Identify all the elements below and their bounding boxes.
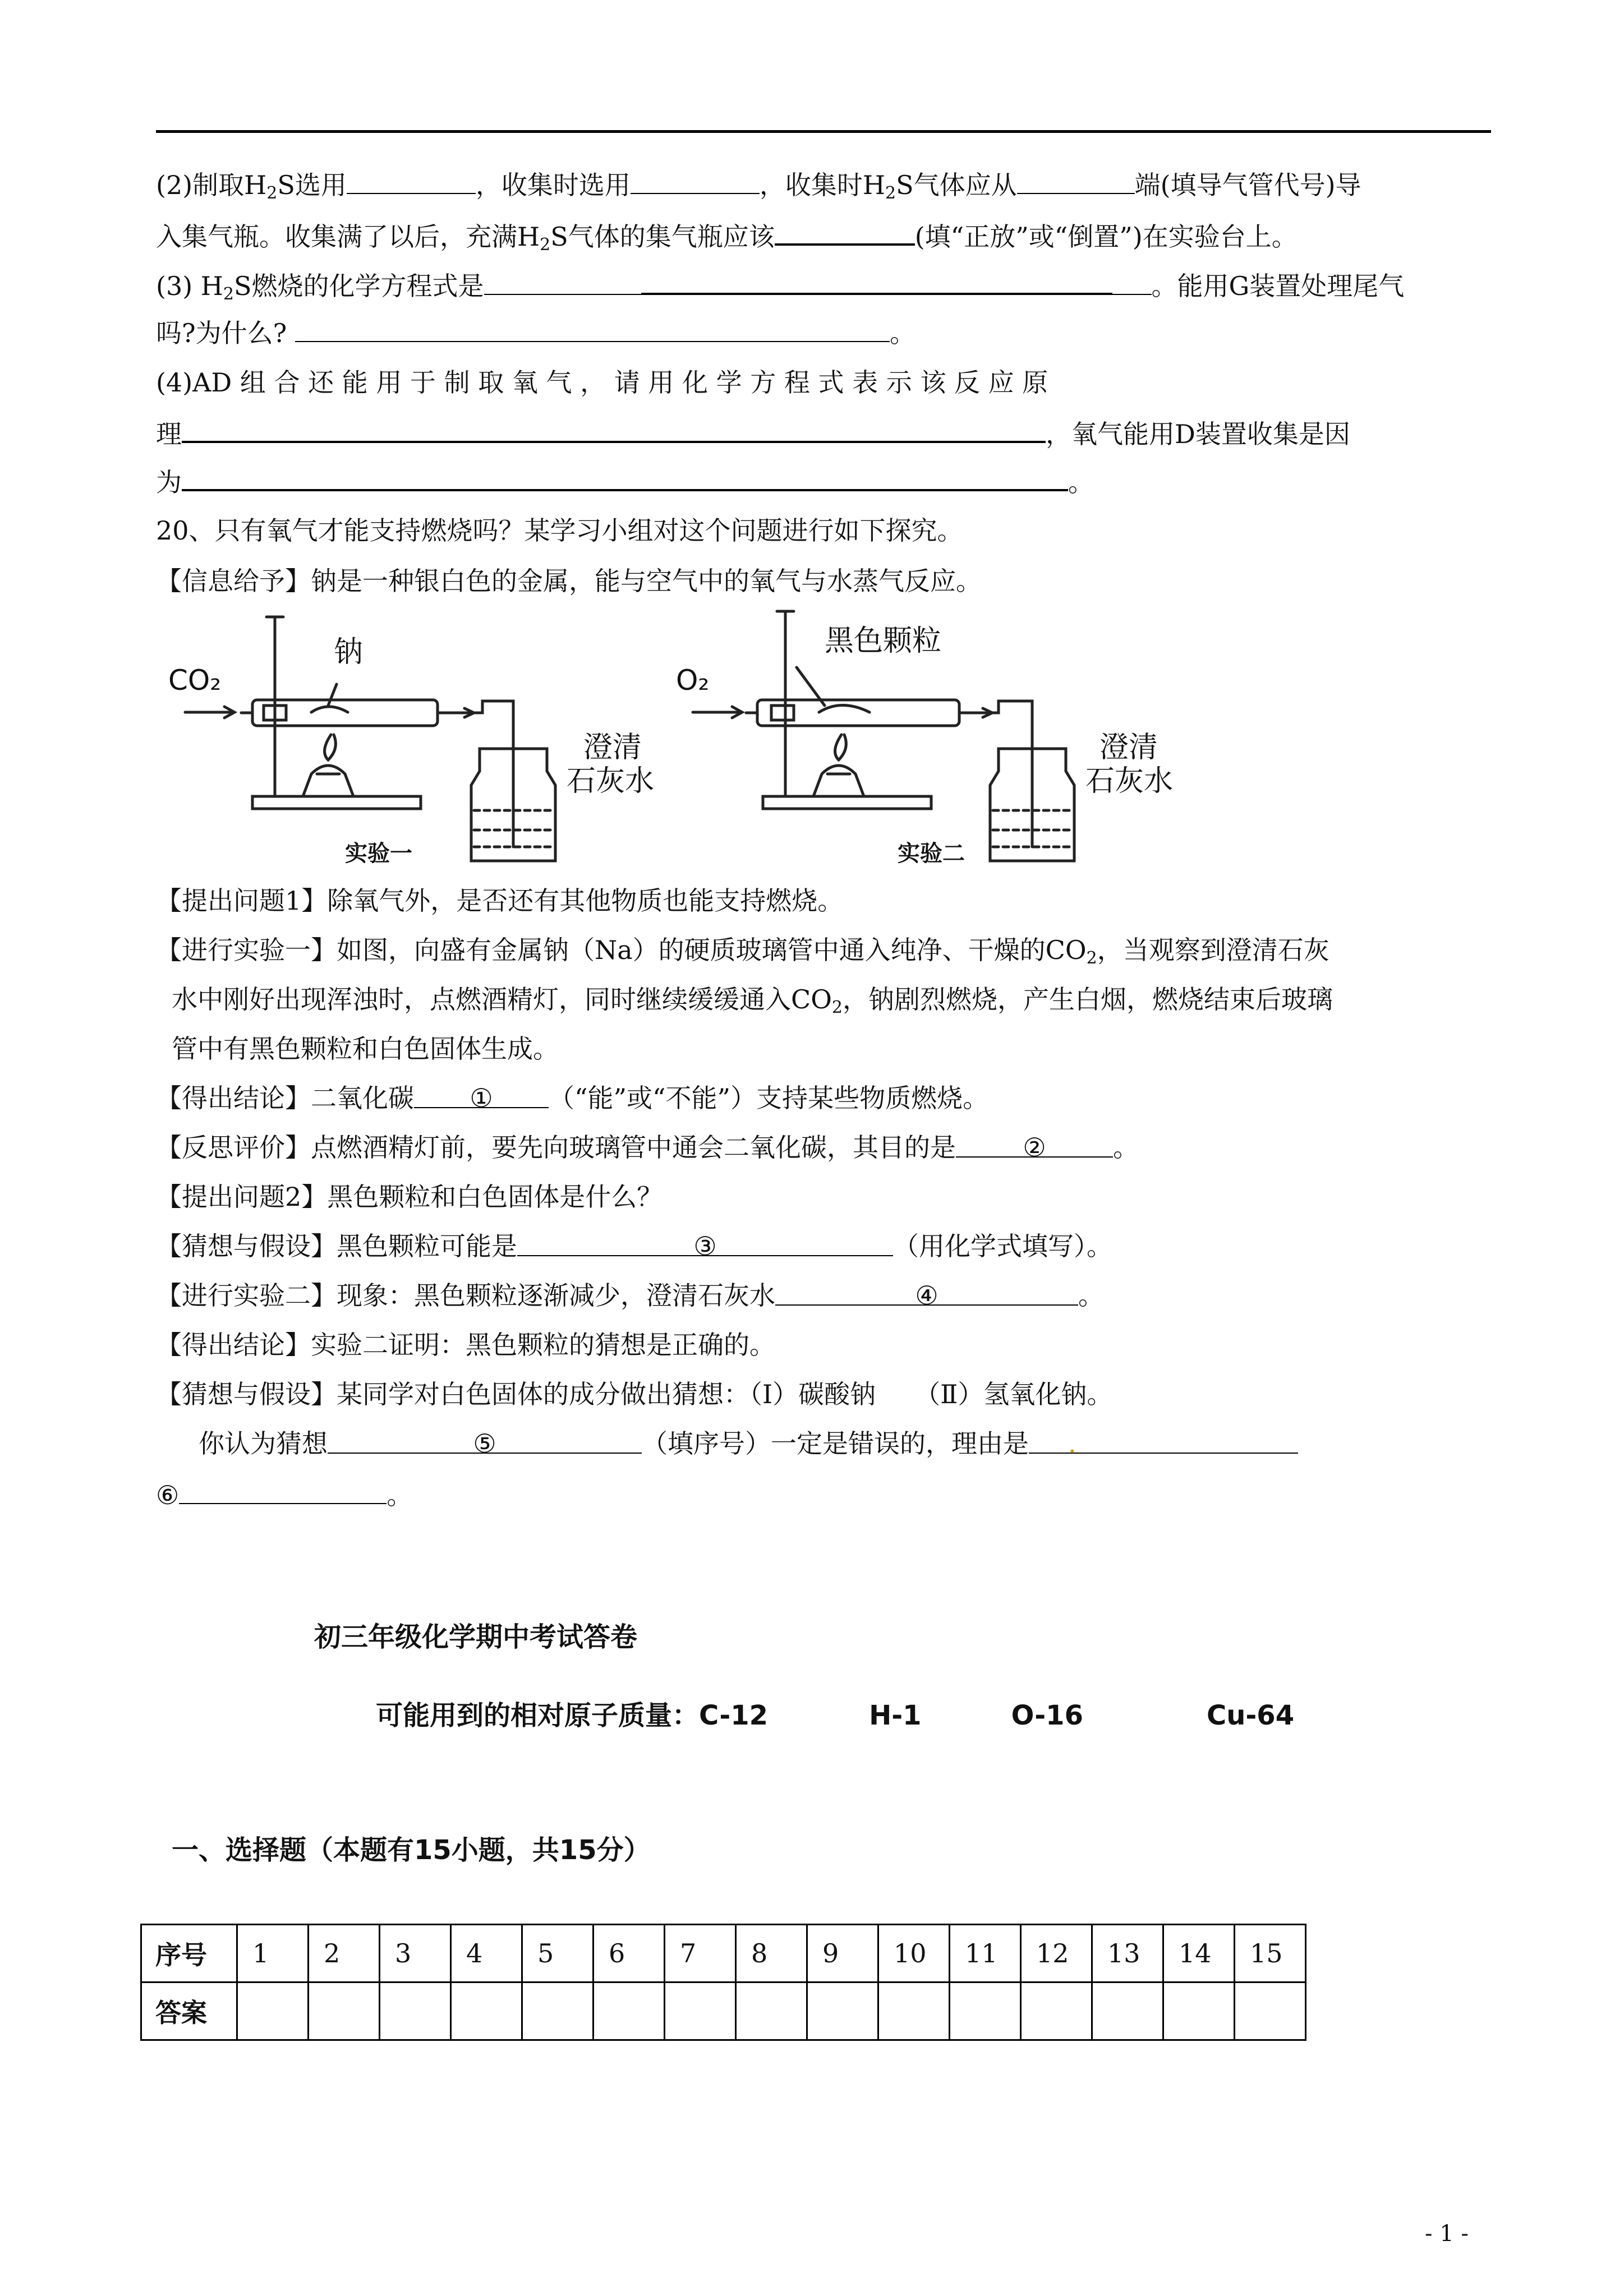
- answer-cell[interactable]: [736, 1983, 807, 2040]
- question-number: 4: [451, 1925, 522, 1983]
- answer-cell[interactable]: [1021, 1983, 1092, 2040]
- blank-h2s-equation-a[interactable]: [484, 268, 641, 295]
- question-number: 13: [1092, 1925, 1163, 1983]
- answer-cell[interactable]: [594, 1983, 665, 2040]
- answer-cell[interactable]: [1092, 1983, 1163, 2040]
- q20-reflection: 【反思评价】点燃酒精灯前，要先向玻璃管中通会二氧化碳，其目的是 ② 。: [156, 1131, 1139, 1164]
- exp1-alcohol-lamp: [303, 766, 353, 796]
- section1-heading: 一、选择题（本题有15小题，共15分）: [172, 1834, 651, 1866]
- question-number: 12: [1021, 1925, 1092, 1983]
- q20-question2: 【提出问题2】黑色颗粒和白色固体是什么？: [156, 1182, 663, 1212]
- header-rule: [156, 130, 1491, 133]
- exp2-alcohol-lamp: [813, 766, 864, 796]
- answer-cell[interactable]: [451, 1983, 522, 2040]
- q20-title: 20、只有氧气才能支持燃烧吗？某学习小组对这个问题进行如下探究。: [156, 515, 963, 546]
- answer-cell[interactable]: [380, 1983, 451, 2040]
- q19-part4-line3: 为 。: [156, 463, 1094, 499]
- exp1-caption: 实验一: [345, 841, 412, 866]
- blank-collect-reason[interactable]: [182, 463, 1068, 491]
- question-number: 8: [736, 1925, 807, 1983]
- exp1-liquid-label-1: 澄清: [583, 731, 642, 764]
- answer-cell[interactable]: [878, 1983, 950, 2040]
- blank-3[interactable]: ③: [517, 1229, 893, 1256]
- q19-part2-line1: (2)制取$H_2S$选用 ，收集时选用 ，收集时$H_2S$气体应从 端(填导气管代号)导: [156, 167, 1361, 202]
- blank-h2s-equation-c[interactable]: [1112, 268, 1152, 295]
- question-number: 6: [594, 1925, 665, 1983]
- question-number: 7: [665, 1925, 736, 1983]
- q20-hypothesis2: 【猜想与假设】某同学对白色固体的成分做出猜想：（Ⅰ）碳酸钠 （Ⅱ）氢氧化钠。: [156, 1379, 1113, 1409]
- page-number: - 1 -: [1425, 2221, 1469, 2247]
- q20-experiment2: 【进行实验二】现象：黑色颗粒逐渐减少，澄清石灰水 ④ 。: [156, 1279, 1104, 1312]
- exp1-outlet-tube: [438, 701, 513, 751]
- answer-cell[interactable]: [309, 1983, 380, 2040]
- exp1-liquid-label-2: 石灰水: [567, 764, 655, 798]
- blank-oxygen-equation[interactable]: [182, 415, 1046, 443]
- blank-1[interactable]: ①: [414, 1081, 549, 1108]
- question-number: 2: [309, 1925, 380, 1983]
- q20-exp1-line1: 【进行实验一】如图，向盛有金属钠（Na）的硬质玻璃管中通入纯净、干燥的$CO_2$，当观察到澄清石灰: [156, 935, 1329, 968]
- q20-conclusion2: 【得出结论】实验二证明：黑色颗粒的猜想是正确的。: [156, 1330, 775, 1360]
- exp1-stand-base: [252, 796, 421, 809]
- answer-cell[interactable]: [950, 1983, 1021, 2040]
- exp1-glass-tube: [252, 700, 438, 726]
- answer-sheet-title: 初三年级化学期中考试答卷: [314, 1621, 638, 1653]
- blank-tube-end[interactable]: [1017, 167, 1135, 194]
- question-number: 9: [807, 1925, 878, 1983]
- blank-h2s-equation-b[interactable]: [641, 267, 1112, 295]
- exp2-glass-tube: [757, 700, 959, 726]
- q19-part2-line2: 入集气瓶。收集满了以后，充满$H_2S$气体的集气瓶应该 (填“正放”或“倒置”)在实验台上。: [156, 218, 1298, 253]
- answer-cell[interactable]: [1163, 1983, 1235, 2040]
- exp2-metal-label: 黑色颗粒: [825, 624, 942, 658]
- exp1-sodium: [311, 707, 348, 712]
- exp2-black-particles: [819, 706, 869, 713]
- exp2-gas-label: O₂: [676, 664, 710, 697]
- exp2-liquid-label-1: 澄清: [1099, 731, 1158, 764]
- q20-reason-line: ⑥ 。: [156, 1477, 412, 1512]
- question-number: 10: [878, 1925, 950, 1983]
- q20-exp1-line3: 管中有黑色颗粒和白色固体生成。: [172, 1034, 559, 1064]
- blank-6-reason[interactable]: .: [1029, 1427, 1298, 1454]
- question-number: 5: [522, 1925, 594, 1983]
- blank-2[interactable]: ②: [956, 1131, 1113, 1158]
- q19-part3-line1: (3) $H_2S$燃烧的化学方程式是 。能用G装置处理尾气: [156, 267, 1404, 303]
- blank-5[interactable]: ⑤: [328, 1427, 642, 1454]
- answer-cell[interactable]: [807, 1983, 878, 2040]
- question-number: 1: [237, 1925, 309, 1983]
- exp2-flame: [835, 735, 846, 760]
- blank-tail-gas-reason[interactable]: [295, 315, 890, 342]
- blank-4[interactable]: ④: [775, 1279, 1078, 1306]
- exp2-caption: 实验二: [898, 841, 965, 866]
- exp1-flame: [325, 735, 336, 760]
- row-label-answer: 答案: [141, 1983, 237, 2040]
- experiment-figure: [168, 606, 1200, 875]
- exp1-metal-label: 钠: [334, 635, 364, 669]
- blank-h2s-apparatus[interactable]: [347, 167, 476, 194]
- q20-exp1-line2: 水中刚好出现浑浊时，点燃酒精灯，同时继续缓缓通入$CO_2$，钠剧烈燃烧，产生白烟，燃烧结束后玻璃: [172, 984, 1333, 1017]
- q19-part4-line2: 理 ，氧气能用D装置收集是因: [156, 415, 1350, 451]
- question-number: 14: [1163, 1925, 1235, 1983]
- question-number: 11: [950, 1925, 1021, 1983]
- q19-part3-line2: 吗?为什么? 。: [156, 315, 915, 350]
- answer-cell[interactable]: [665, 1983, 736, 2040]
- answer-table: [140, 1924, 1306, 2041]
- blank-6[interactable]: [179, 1477, 387, 1504]
- q20-question1: 【提出问题1】除氧气外，是否还有其他物质也能支持燃烧。: [156, 886, 844, 916]
- q19-part4-line1: (4)AD 组 合 还 能 用 于 制 取 氧 气 ， 请 用 化 学 方 程 式 表 示 该 反 应 原: [156, 367, 1048, 398]
- answer-cell[interactable]: [237, 1983, 309, 2040]
- row-label-number: 序号: [141, 1925, 237, 1983]
- q20-opinion: 你认为猜想 ⑤ （填序号）一定是错误的，理由是 .: [199, 1427, 1298, 1460]
- answer-cell[interactable]: [1235, 1983, 1306, 2040]
- blank-collect-apparatus[interactable]: [631, 167, 760, 194]
- blank-bottle-orientation[interactable]: [775, 218, 915, 246]
- q20-hypothesis1: 【猜想与假设】黑色颗粒可能是 ③ （用化学式填写）。: [156, 1229, 1112, 1263]
- question-number: 3: [380, 1925, 451, 1983]
- exp2-outlet-tube: [959, 701, 1032, 751]
- exp2-stand-base: [763, 796, 931, 809]
- q20-conclusion1: 【得出结论】二氧化碳 ① （“能”或“不能”）支持某些物质燃烧。: [156, 1081, 988, 1115]
- table-row-answers: [141, 1983, 1306, 2040]
- answer-cell[interactable]: [522, 1983, 594, 2040]
- atomic-mass-line: 可能用到的相对原子质量：C-12 H-1 O-16 Cu-64: [376, 1700, 1295, 1731]
- exp1-gas-label: CO₂: [168, 664, 222, 697]
- table-row-numbers: [141, 1925, 1306, 1983]
- q20-info: 【信息给予】钠是一种银白色的金属，能与空气中的氧气与水蒸气反应。: [156, 566, 982, 596]
- exp2-liquid-label-2: 石灰水: [1085, 764, 1174, 798]
- question-number: 15: [1235, 1925, 1306, 1983]
